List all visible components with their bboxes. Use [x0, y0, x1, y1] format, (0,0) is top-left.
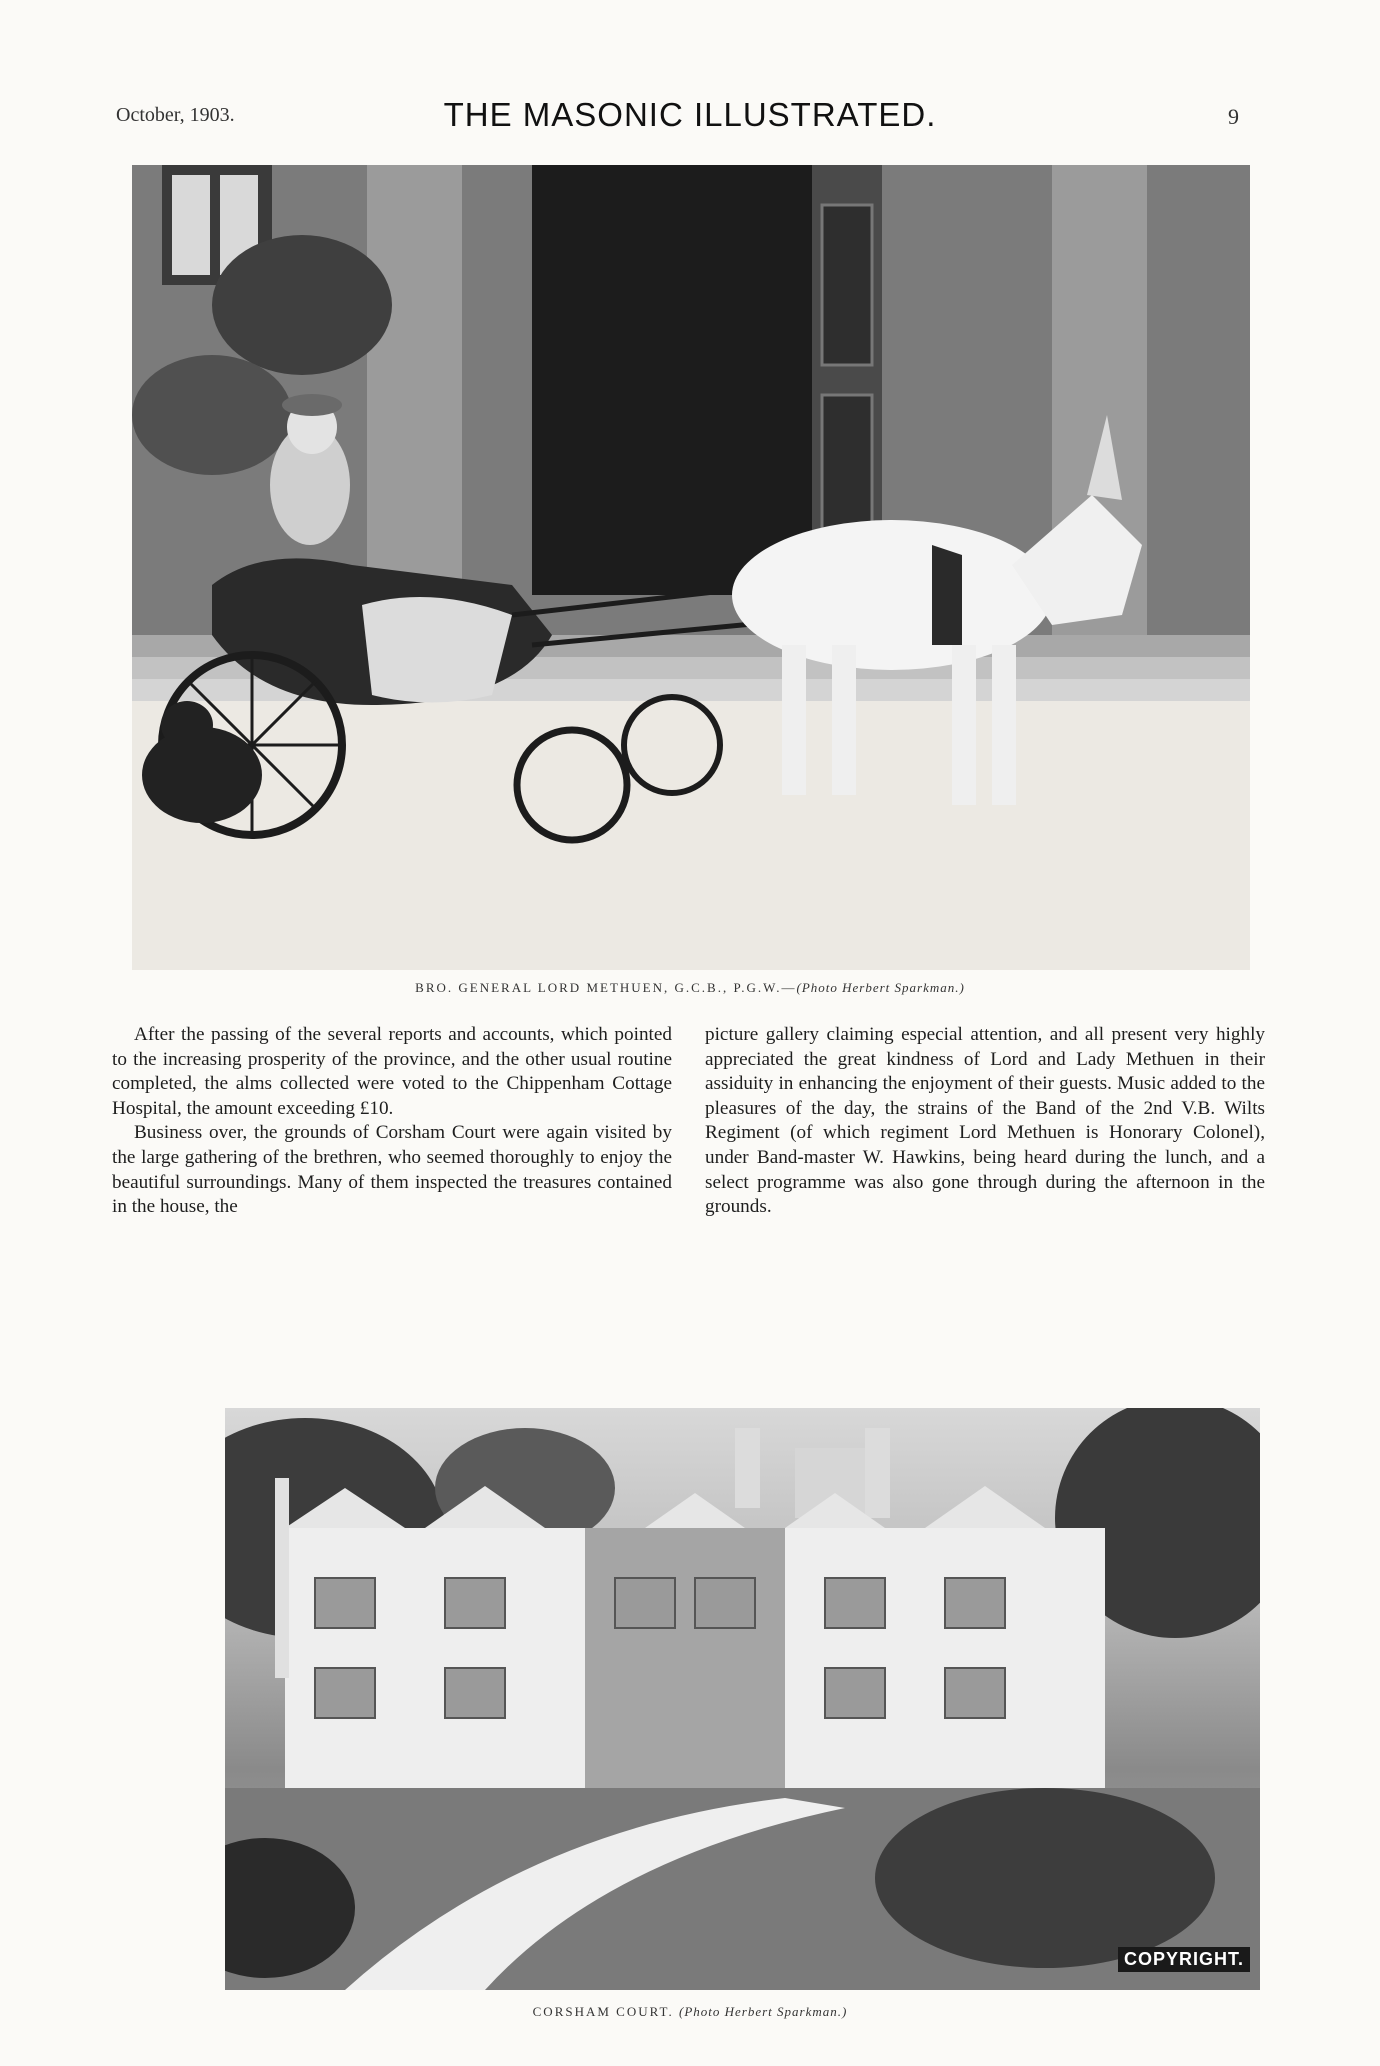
page-number: 9	[1228, 104, 1239, 129]
running-header	[0, 96, 1380, 136]
figure2-photo-credit: (Photo Herbert Sparkman.)	[679, 2004, 848, 2019]
figure1-caption-text: BRO. GENERAL LORD METHUEN, G.C.B., P.G.W.—	[415, 980, 797, 995]
corsham-court-photograph	[225, 1408, 1260, 1990]
figure1-caption	[0, 980, 1380, 996]
figure2-caption	[0, 2004, 1380, 2020]
article-paragraph: picture gallery claiming especial attention, and all present very highly appreciated the great kindness of Lord and Lady Methuen in their assiduity in enhancing the enjoyment of their guests. Music added to the pleasures of the day, the strains of the Band of the 2nd V.B. Wilts Regiment (of which regiment Lord Methuen is Honorary Colonel), under Band-master W. Hawkins, being heard during the lunch, and a select programme was also gone through during the afternoon in the grounds.	[705, 1024, 1265, 1218]
figure2-caption-text: CORSHAM COURT.	[532, 2004, 674, 2019]
article-left-column	[112, 1023, 672, 1220]
article-right-column	[705, 1023, 1265, 1220]
issue-date: October, 1903.	[116, 104, 235, 126]
corsham-court-illustration	[225, 1408, 1260, 1990]
article-paragraph: After the passing of the several reports and accounts, which pointed to the increasing prosperity of the province, and the other usual routine completed, the alms collected were voted to the Chippenham Cottage Hospital, the amount exceeding £10.	[112, 1024, 672, 1119]
carriage-photograph	[132, 165, 1250, 970]
publication-title: THE MASONIC ILLUSTRATED.	[443, 96, 937, 133]
figure1-photo-credit: (Photo Herbert Sparkman.)	[796, 980, 965, 995]
copyright-watermark: COPYRIGHT.	[1118, 1947, 1250, 1972]
carriage-photo-illustration	[132, 165, 1250, 970]
article-paragraph: Business over, the grounds of Corsham Court were again visited by the large gathering of the brethren, who seemed thoroughly to enjoy the beautiful surroundings. Many of them inspected the treasures contained in the house, the	[112, 1122, 672, 1218]
